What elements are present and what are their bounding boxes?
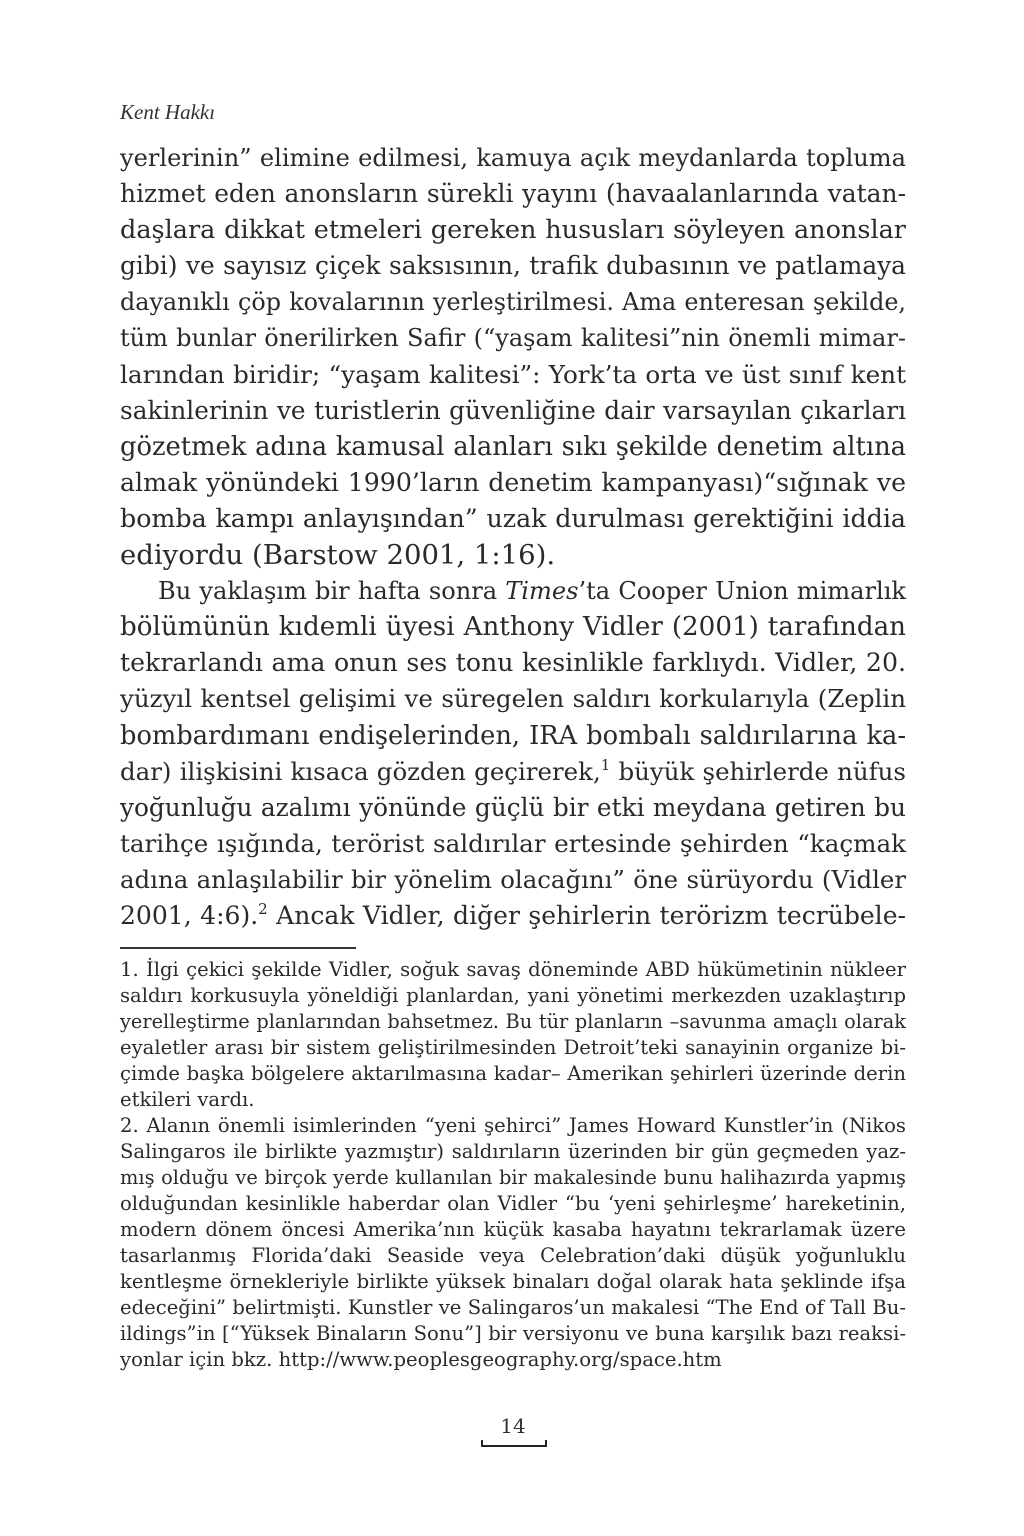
footnote-line: 1. İlgi çekici şekilde Vidler, soğuk savaş döneminde ABD hükümetinin nükleer [120,958,906,981]
body-line: gibi) ve sayısız çiçek saksısının, trafik dubasının ve patlamaya [120,251,906,281]
page-number-bracket [481,1440,547,1447]
footnote-separator [120,947,356,949]
footnotes [120,957,906,1373]
body-line: hizmet eden anonsların sürekli yayını (havaalanlarında vatan- [120,179,906,209]
footnote-line: yerelleştirme planlarından bahsetmez. Bu tür planların –savunma amaçlı olarak [120,1010,906,1033]
body-line: almak yönündeki 1990’ların denetim kampanyası)“sığınak ve [120,467,906,497]
footnote-line: tasarlanmış Florida’daki Seaside veya Celebration’daki düşük yoğunluklu [120,1244,906,1267]
body-line: ediyordu (Barstow 2001, 1:16). [120,539,556,572]
footnote-line: olduğundan kesinlikle haberdar olan Vidler “bu ‘yeni şehirleşme’ hareketinin, [120,1192,906,1215]
body-line: yoğunluğu azalımı yönünde güçlü bir etki meydana getiren bu [120,792,906,822]
body-line: bombardımanı endişelerinden, IRA bombalı saldırılarına ka- [120,720,906,751]
body-line: tekrarlandı ama onun ses tonu kesinlikle farklıydı. Vidler, 20. [120,648,906,678]
body-text-fragment: ’ta Cooper Union mimarlık [578,577,906,606]
body-line: dayanıklı çöp kovalarının yerleştirilmesi. Ama enteresan şekilde, [120,288,906,317]
body-text-fragment: Bu yaklaşım bir hafta sonra [158,577,506,606]
footnote-line: modern dönem öncesi Amerika’nın küçük kasaba hayatını tekrarlamak üzere [120,1218,906,1241]
body-text-fragment: büyük şehirlerde nüfus [610,756,906,786]
running-title: Kent Hakkı [120,100,216,124]
footnote-line: kentleşme örnekleriyle birlikte yüksek binaları doğal olarak hata şeklinde ifşa [120,1270,906,1293]
page-number-block [481,1414,545,1450]
body-text-fragment: Ancak Vidler, diğer şehirlerin terörizm tecrübele- [267,900,906,930]
footnote-line: mış olduğu ve birçok yerde kullanılan bir makalesinde bunu halihazırda yapmış [120,1166,906,1189]
body-line: larından biridir; “yaşam kalitesi”: York’ta orta ve üst sınıf kent [120,359,906,389]
footnote-line: ildings”in [“Yüksek Binaların Sonu”] bir versiyonu ve buna karşılık bazı reaksi- [120,1322,906,1345]
body-line: sakinlerinin ve turistlerin güvenliğine dair varsayılan çıkarları [120,395,906,425]
italic-title: Times [505,577,579,606]
footnote-line: saldırı korkusuyla yöneldiği planlardan, yani yönetimi merkezden uzaklaştırıp [120,984,906,1007]
footnote-line: edeceğini” belirtmişti. Kunstler ve Salingaros’un makalesi “The End of Tall Bu- [120,1296,906,1319]
footnote-line: 2. Alanın önemli isimlerinden “yeni şehirci” James Howard Kunstler’in (Nikos [120,1114,906,1137]
footnote-line: çimde başka bölgelere aktarılmasına kadar– Amerikan şehirleri üzerinde derin [120,1062,906,1085]
footnote-line: Salingaros ile birlikte yazmıştır) saldırıların üzerinden bir gün geçmeden yaz- [120,1140,906,1163]
footnote-line: etkileri vardı. [120,1088,255,1111]
body-text-fragment: dar) ilişkisini kısaca gözden geçirerek, [120,756,601,786]
body-line: bomba kampı anlayışından” uzak durulması gerektiğini iddia [120,503,906,533]
body-line: tarihçe ışığında, terörist saldırılar ertesinde şehirden “kaçmak [120,828,906,858]
body-text-fragment: 2001, 4:6). [120,900,259,930]
body-line: adına anlaşılabilir bir yönelim olacağını” öne sürüyordu (Vidler [120,864,906,894]
body-line: gözetmek adına kamusal alanları sıkı şekilde denetim altına [120,431,906,462]
body-line [120,754,906,790]
page-number: 14 [500,1414,526,1438]
footnote-line: eyaletler arası bir sistem geliştirilmesinden Detroit’teki sanayinin organize bi- [120,1036,906,1059]
footnote-ref: 1 [600,755,611,774]
body-line: yüzyıl kentsel gelişimi ve süregelen saldırı korkularıyla (Zeplin [120,684,906,714]
body-line: tüm bunlar önerilirken Safir (“yaşam kalitesi”nin önemli mimar- [120,324,906,353]
body-line: bölümünün kıdemli üyesi Anthony Vidler (2001) tarafından [120,612,906,643]
footnote-ref: 2 [258,899,268,918]
body-line [120,898,906,934]
footnote-line: yonlar için bkz. http://www.peoplesgeography.org/space.htm [120,1348,722,1371]
body-text [120,140,906,934]
body-line: yerlerinin” elimine edilmesi, kamuya açık meydanlarda topluma [120,144,906,172]
body-line [120,573,906,609]
body-line: daşlara dikkat etmeleri gereken hususları söyleyen anonslar [120,215,906,246]
